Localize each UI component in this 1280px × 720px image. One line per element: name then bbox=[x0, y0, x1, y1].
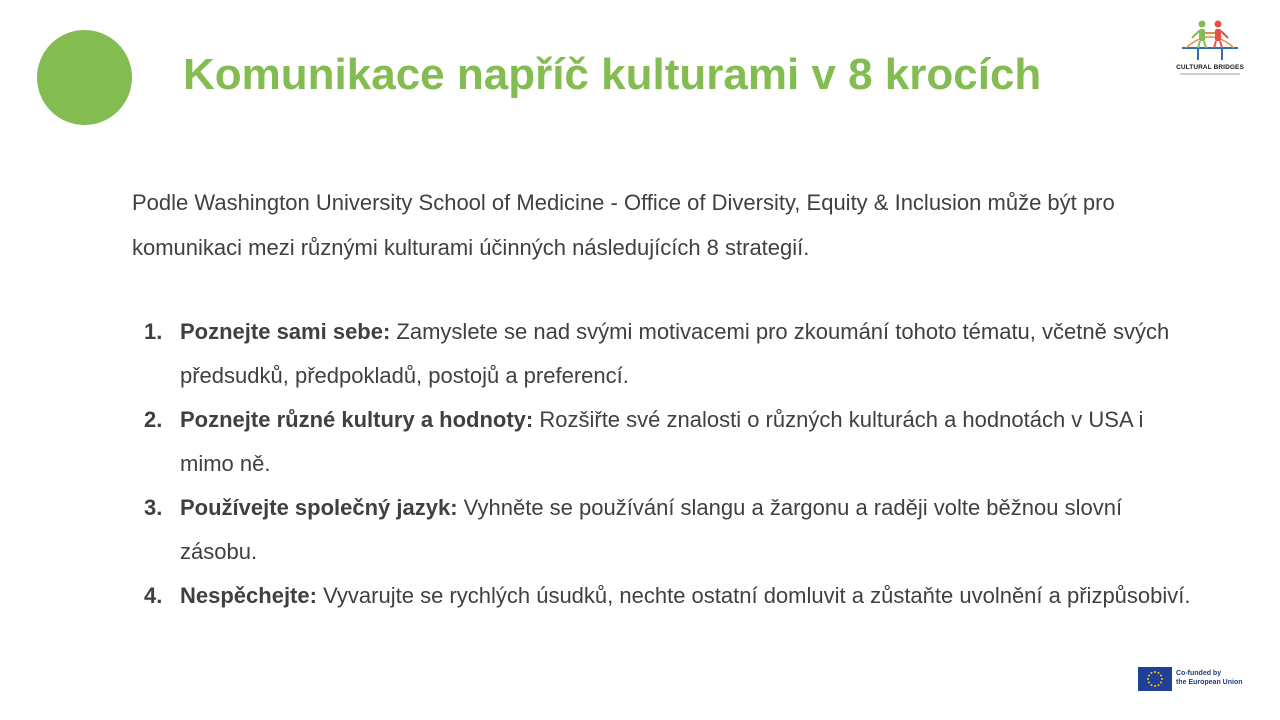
list-item-text: Rozšiřte své znalosti o různých kulturách a hodnotách v USA i mimo ně. bbox=[180, 407, 1144, 476]
list-item-number: 1. bbox=[144, 319, 163, 344]
list-item-number: 3. bbox=[144, 495, 163, 520]
page-title: Komunikace napříč kulturami v 8 krocích bbox=[183, 50, 1042, 99]
list-item-number: 4. bbox=[144, 583, 163, 608]
list-item bbox=[132, 310, 1192, 398]
cultural-bridges-logo bbox=[1172, 18, 1248, 78]
list-item-text: Vyhněte se používání slangu a žargonu a raději volte běžnou slovní zásobu. bbox=[180, 495, 1123, 564]
decorative-green-circle bbox=[37, 30, 132, 125]
list-item-title: Nespěchejte: bbox=[180, 583, 317, 608]
eu-line-2: the European Union bbox=[1176, 679, 1243, 686]
eu-flag-icon bbox=[1138, 667, 1172, 691]
list-item-title: Poznejte různé kultury a hodnoty: bbox=[180, 407, 534, 432]
logo-text: CULTURAL BRIDGES bbox=[1176, 64, 1244, 71]
eu-line-1: Co-funded by bbox=[1176, 670, 1222, 677]
list-item bbox=[132, 574, 1192, 618]
list-item-title: Používejte společný jazyk: bbox=[180, 495, 458, 520]
list-item-text: Zamyslete se nad svými motivacemi pro zkoumání tohoto tématu, včetně svých předsudků, předpokladů, postojů a preferencí. bbox=[180, 319, 1170, 388]
list-item-title: Poznejte sami sebe: bbox=[180, 319, 391, 344]
list-item bbox=[132, 398, 1192, 486]
list-item-number: 2. bbox=[144, 407, 163, 432]
list-item bbox=[132, 486, 1192, 574]
eu-cofunded-badge bbox=[1138, 667, 1258, 692]
intro-paragraph: Podle Washington University School of Medicine - Office of Diversity, Equity & Inclusion může být pro komunikaci mezi různými kulturami účinných následujících 8 strategií. bbox=[132, 190, 1115, 260]
cultural-bridges-logo-icon bbox=[1180, 18, 1240, 62]
logo-tagline-line bbox=[1180, 73, 1240, 75]
list-item-text: Vyvarujte se rychlých úsudků, nechte ostatní domluvit a zůstaňte uvolnění a přizpůsobiví. bbox=[316, 583, 1191, 608]
strategy-list bbox=[132, 310, 1192, 618]
eu-cofunded-text bbox=[1176, 669, 1243, 687]
